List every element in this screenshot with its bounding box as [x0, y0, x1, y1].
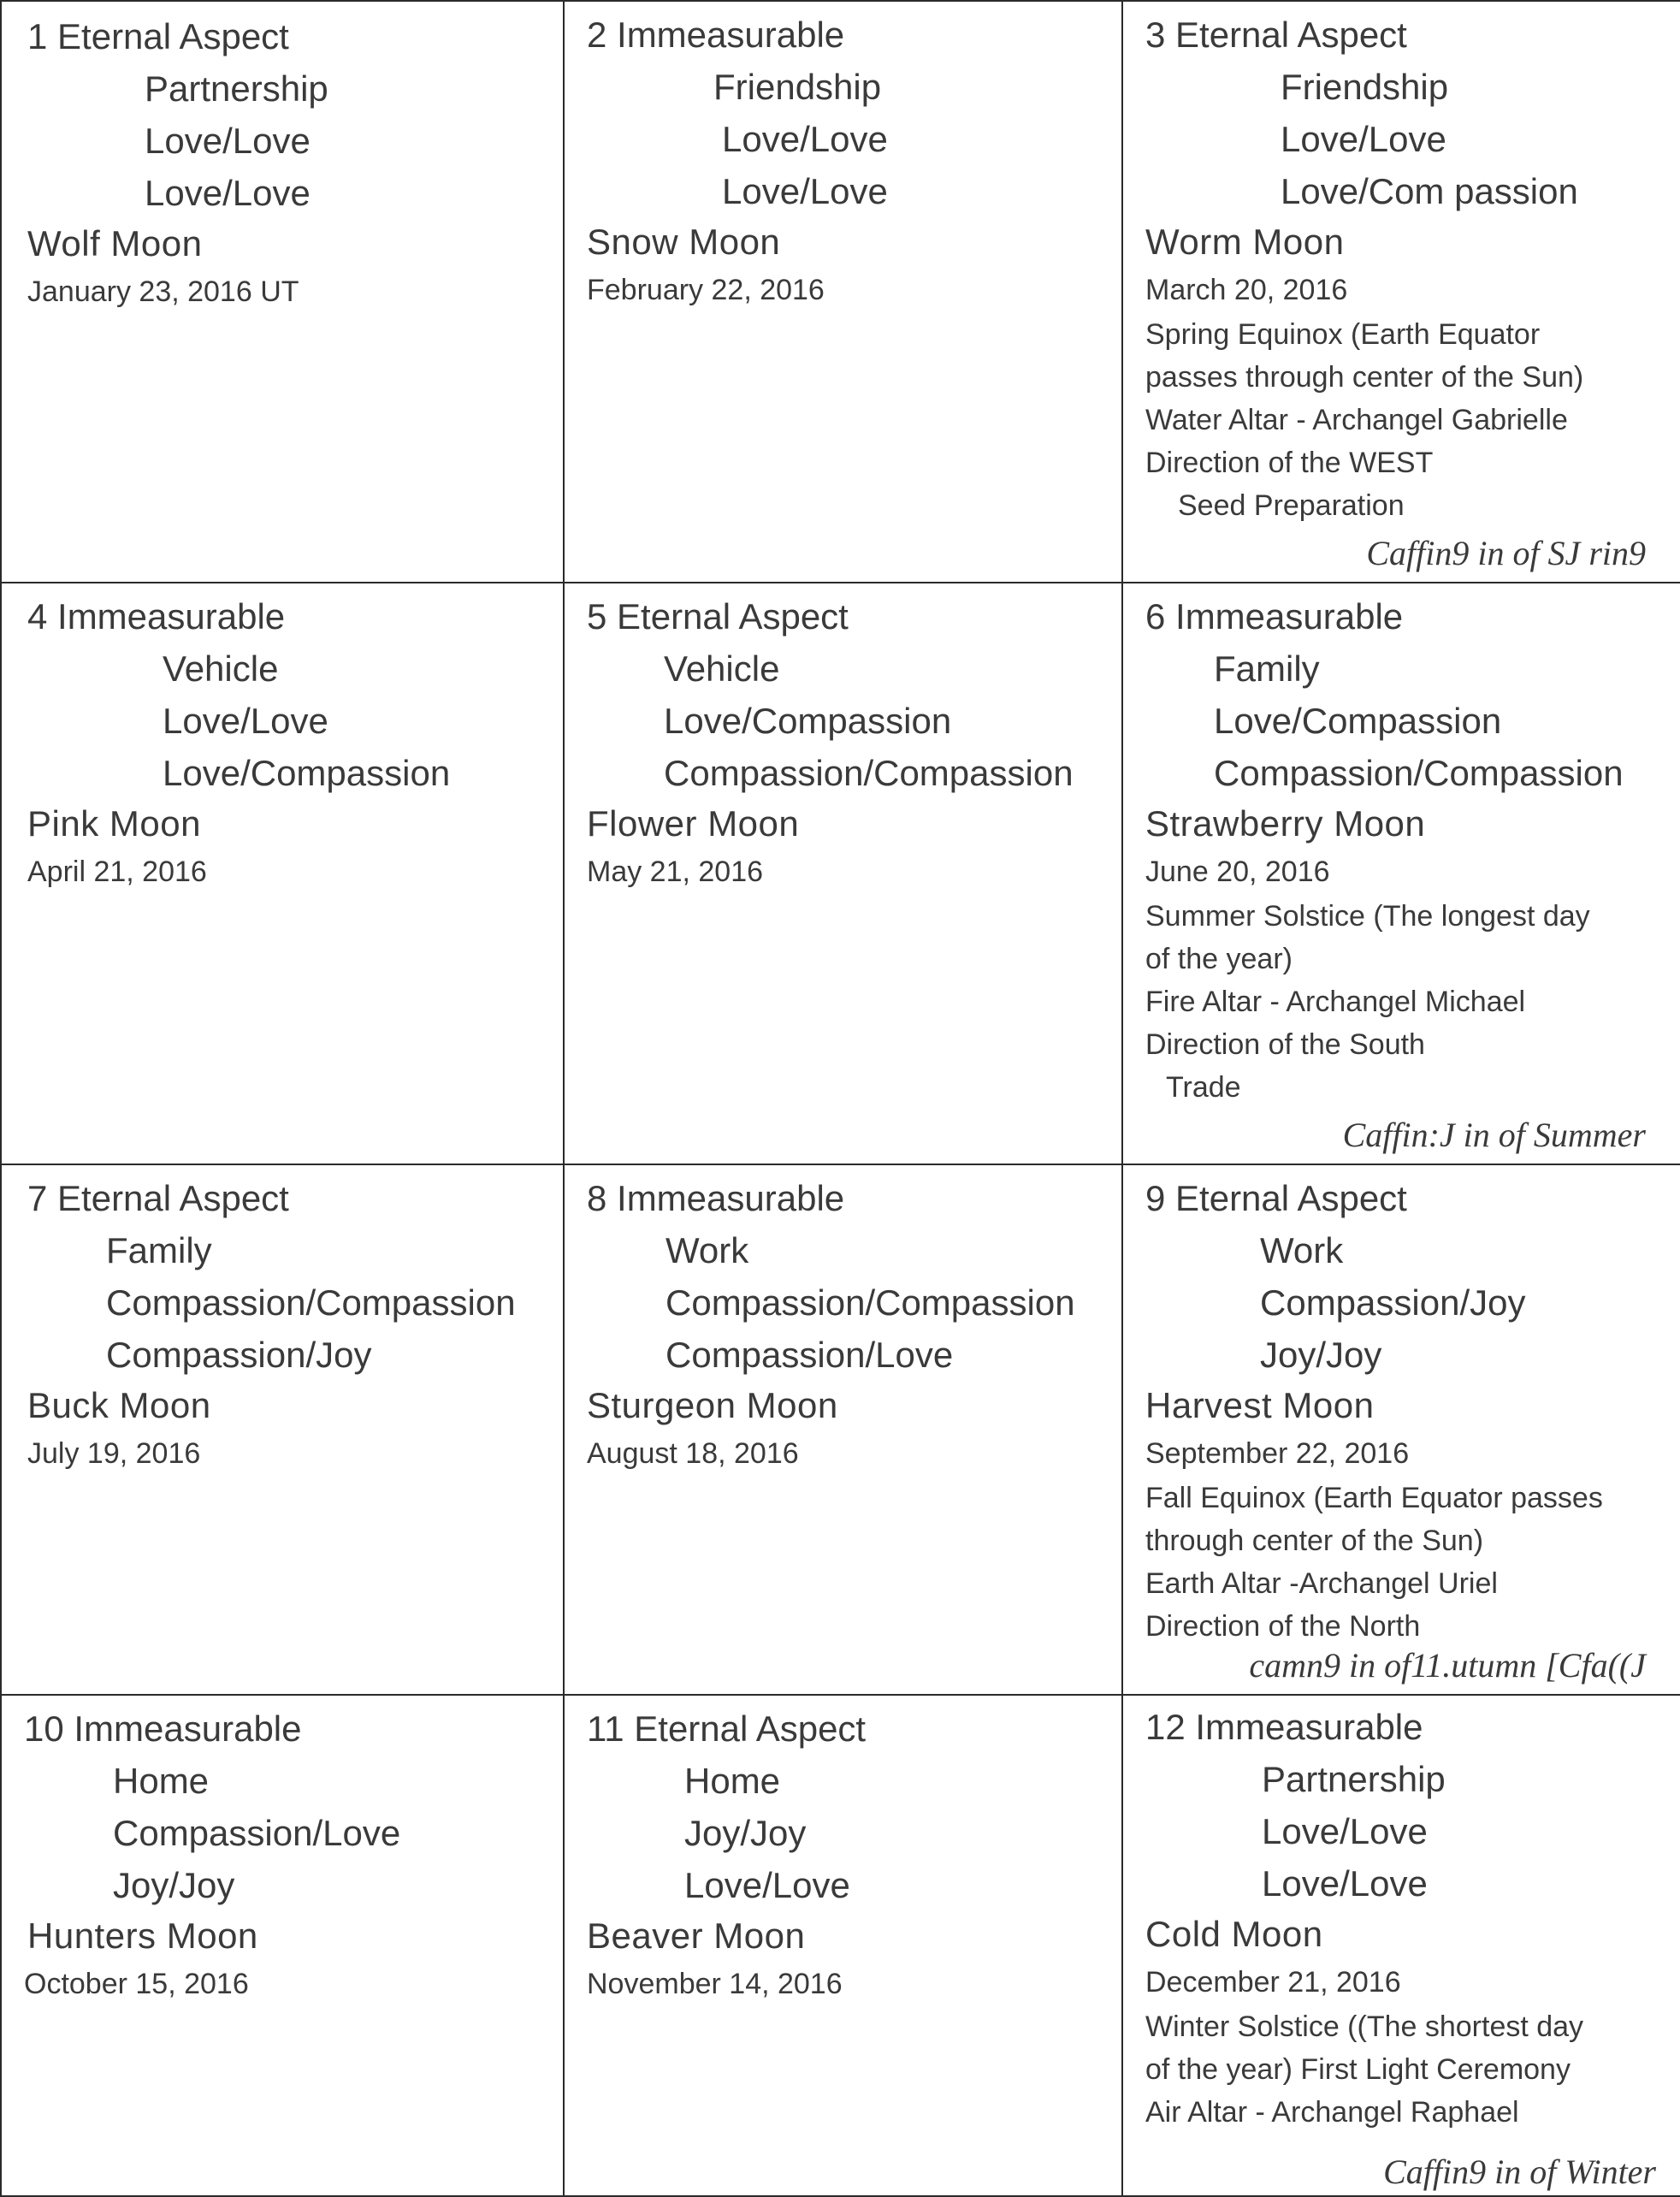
- relationship-label: Home: [113, 1761, 210, 1801]
- event-note: passes through center of the Sun): [1145, 361, 1584, 394]
- aspect-pair-1: Love/Compassion: [664, 701, 952, 741]
- calendar-cell-3: [1122, 1, 1680, 583]
- relationship-label: Partnership: [145, 68, 328, 109]
- moon-date: February 22, 2016: [587, 274, 825, 306]
- relationship-label: Friendship: [1281, 67, 1449, 107]
- moon-name: Buck Moon: [27, 1385, 211, 1425]
- cell-heading: 2 Immeasurable: [587, 15, 845, 55]
- cell-heading: 11 Eternal Aspect: [587, 1708, 867, 1749]
- moon-name: Sturgeon Moon: [587, 1385, 838, 1425]
- relationship-label: Friendship: [713, 67, 882, 107]
- cell-heading: 8 Immeasurable: [587, 1178, 845, 1218]
- moon-date: July 19, 2016: [27, 1437, 201, 1470]
- calendar-cell-12: [1122, 1695, 1680, 2196]
- moon-date: June 20, 2016: [1145, 856, 1330, 888]
- relationship-label: Vehicle: [664, 648, 780, 689]
- aspect-pair-1: Compassion/Joy: [1260, 1282, 1526, 1323]
- calendar-cell-5: [564, 583, 1122, 1164]
- event-note: Spring Equinox (Earth Equator: [1145, 318, 1541, 351]
- direction-note: Direction of the WEST: [1145, 447, 1434, 479]
- aspect-pair-2: Love/Compassion: [163, 753, 451, 793]
- moon-name: Cold Moon: [1145, 1914, 1323, 1954]
- aspect-pair-2: Love/Com passion: [1281, 171, 1578, 211]
- aspect-pair-2: Love/Love: [145, 173, 311, 213]
- aspect-pair-2: Compassion/Compassion: [1214, 753, 1624, 793]
- calendar-cell-8: [564, 1164, 1122, 1695]
- moon-name: Worm Moon: [1145, 222, 1345, 262]
- aspect-pair-2: Joy/Joy: [1260, 1335, 1382, 1375]
- aspect-pair-2: Compassion/Joy: [106, 1335, 372, 1375]
- season-script: Caffin:J in of Summer: [1342, 1116, 1646, 1154]
- cell-heading: 7 Eternal Aspect: [27, 1178, 289, 1218]
- cell-heading: 1 Eternal Aspect: [27, 16, 289, 56]
- relationship-label: Work: [665, 1230, 749, 1270]
- cell-heading: 10 Immeasurable: [24, 1708, 302, 1749]
- event-note: through center of the Sun): [1145, 1525, 1484, 1557]
- moon-date: March 20, 2016: [1145, 274, 1348, 306]
- relationship-label: Family: [106, 1230, 212, 1270]
- aspect-pair-1: Love/Love: [163, 701, 328, 741]
- activity-note: Seed Preparation: [1178, 489, 1405, 522]
- relationship-label: Family: [1214, 648, 1320, 689]
- aspect-pair-1: Love/Love: [1281, 119, 1446, 159]
- aspect-pair-2: Love/Love: [722, 171, 888, 211]
- moon-date: May 21, 2016: [587, 856, 764, 888]
- moon-date: December 21, 2016: [1145, 1966, 1401, 1999]
- event-note: Fall Equinox (Earth Equator passes: [1145, 1482, 1603, 1514]
- event-note: Winter Solstice ((The shortest day: [1145, 2010, 1584, 2043]
- cell-heading: 4 Immeasurable: [27, 596, 286, 637]
- calendar-cell-10: [1, 1695, 564, 2196]
- relationship-label: Partnership: [1262, 1759, 1446, 1799]
- moon-date: October 15, 2016: [24, 1968, 249, 2000]
- cell-heading: 5 Eternal Aspect: [587, 596, 849, 637]
- aspect-pair-1: Love/Love: [722, 119, 888, 159]
- moon-name: Harvest Moon: [1145, 1385, 1375, 1425]
- cell-heading: 12 Immeasurable: [1145, 1707, 1423, 1747]
- cell-heading: 3 Eternal Aspect: [1145, 15, 1407, 55]
- relationship-label: Work: [1260, 1230, 1344, 1270]
- relationship-label: Vehicle: [163, 648, 279, 689]
- aspect-pair-1: Love/Love: [145, 121, 311, 161]
- event-note: of the year): [1145, 943, 1293, 975]
- aspect-pair-1: Compassion/Compassion: [106, 1282, 516, 1323]
- aspect-pair-1: Compassion/Compassion: [665, 1282, 1075, 1323]
- altar-note: Air Altar - Archangel Raphael: [1145, 2096, 1519, 2129]
- aspect-pair-2: Love/Love: [1262, 1863, 1428, 1904]
- moon-name: Beaver Moon: [587, 1916, 806, 1956]
- moon-name: Flower Moon: [587, 803, 800, 844]
- aspect-pair-2: Compassion/Compassion: [664, 753, 1074, 793]
- moon-date: August 18, 2016: [587, 1437, 799, 1470]
- calendar-cell-1: [1, 1, 564, 583]
- season-script: camn9 in of11.utumn [Cfa((J: [1249, 1646, 1646, 1685]
- direction-note: Direction of the South: [1145, 1028, 1425, 1061]
- season-script: Caffin9 in of SJ rin9: [1366, 534, 1646, 572]
- activity-note: Trade: [1166, 1071, 1241, 1104]
- calendar-cell-6: [1122, 583, 1680, 1164]
- calendar-cell-2: [564, 1, 1122, 583]
- event-note: Summer Solstice (The longest day: [1145, 900, 1590, 933]
- moon-name: Hunters Moon: [27, 1916, 258, 1956]
- altar-note: Earth Altar -Archangel Uriel: [1145, 1567, 1498, 1600]
- moon-date: April 21, 2016: [27, 856, 207, 888]
- moon-name: Pink Moon: [27, 803, 201, 844]
- season-script: Caffin9 in of Winter: [1383, 2153, 1656, 2191]
- aspect-pair-2: Joy/Joy: [113, 1865, 235, 1905]
- calendar-cell-9: [1122, 1164, 1680, 1695]
- moon-name: Wolf Moon: [27, 223, 203, 264]
- direction-note: Direction of the North: [1145, 1610, 1421, 1643]
- calendar-cell-11: [564, 1695, 1122, 2196]
- cell-heading: 6 Immeasurable: [1145, 596, 1404, 637]
- aspect-pair-1: Love/Compassion: [1214, 701, 1502, 741]
- cell-heading: 9 Eternal Aspect: [1145, 1178, 1407, 1218]
- calendar-cell-4: [1, 583, 564, 1164]
- aspect-pair-2: Love/Love: [684, 1865, 850, 1905]
- aspect-pair-1: Love/Love: [1262, 1811, 1428, 1851]
- aspect-pair-1: Joy/Joy: [684, 1813, 807, 1853]
- aspect-pair-2: Compassion/Love: [665, 1335, 954, 1375]
- moon-date: January 23, 2016 UT: [27, 275, 299, 308]
- moon-name: Strawberry Moon: [1145, 803, 1426, 844]
- aspect-pair-1: Compassion/Love: [113, 1813, 401, 1853]
- calendar-cell-7: [1, 1164, 564, 1695]
- altar-note: Water Altar - Archangel Gabrielle: [1145, 404, 1568, 436]
- relationship-label: Home: [684, 1761, 781, 1801]
- altar-note: Fire Altar - Archangel Michael: [1145, 986, 1526, 1018]
- event-note: of the year) First Light Ceremony: [1145, 2053, 1571, 2086]
- moon-name: Snow Moon: [587, 222, 781, 262]
- moon-date: November 14, 2016: [587, 1968, 843, 2000]
- moon-date: September 22, 2016: [1145, 1437, 1410, 1470]
